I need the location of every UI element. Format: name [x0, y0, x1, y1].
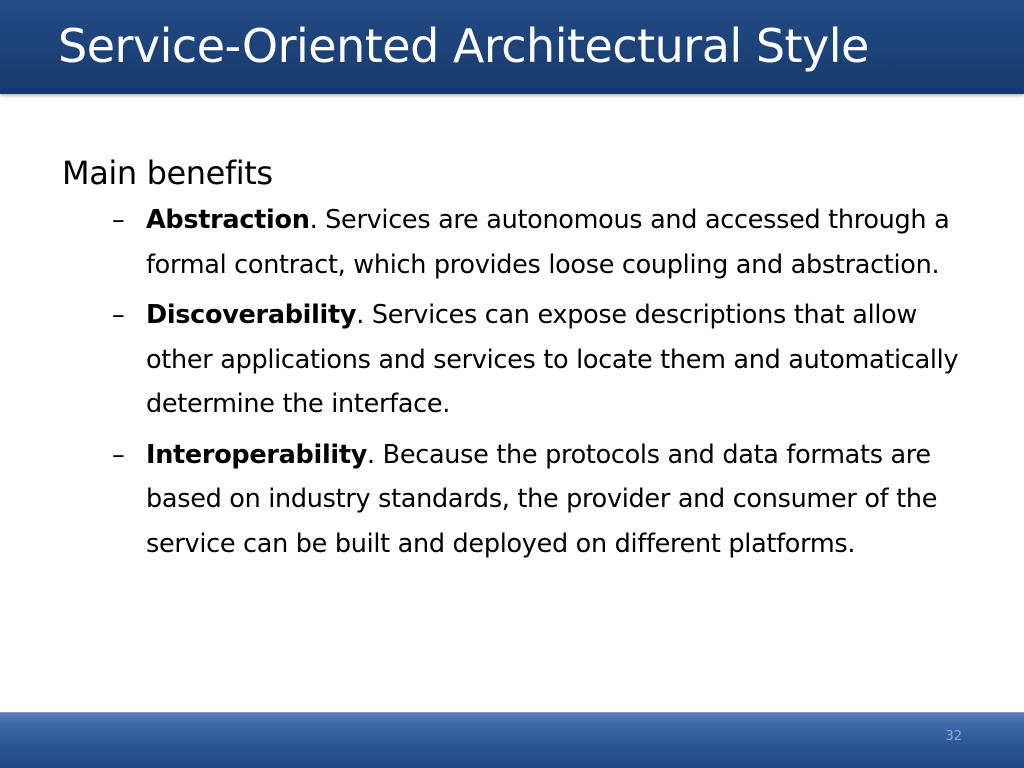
bullet-dash: –	[112, 439, 125, 470]
bullet-item-discoverability	[112, 293, 962, 427]
footer-bar	[0, 712, 1024, 768]
bullet-dash: –	[112, 205, 125, 235]
bullet-item-abstraction	[112, 198, 962, 287]
bullet-dash: –	[112, 300, 125, 330]
slide-title: Service-Oriented Architectural Style	[58, 19, 869, 73]
bullet-item-interoperability	[112, 433, 962, 567]
lead-text: Main benefits	[62, 154, 273, 192]
bullet-text: . Services can expose descriptions that allow other applications and services to locate them and automatically determine the interface.	[146, 300, 959, 419]
bullet-text: . Services are autonomous and accessed through a formal contract, which provides loose coupling and abstraction.	[146, 205, 950, 280]
bullet-term: Interoperability	[146, 439, 368, 470]
bullet-list	[62, 198, 962, 566]
slide-body	[62, 150, 962, 572]
bullet-text: . Because the protocols and data formats are based on industry standards, the provider and consumer of the service can be built and deployed on different platforms.	[146, 439, 938, 559]
title-bar	[0, 0, 1024, 94]
page-number: 32	[945, 729, 962, 744]
bullet-term: Discoverability	[146, 300, 357, 330]
bullet-term: Abstraction	[146, 205, 310, 235]
